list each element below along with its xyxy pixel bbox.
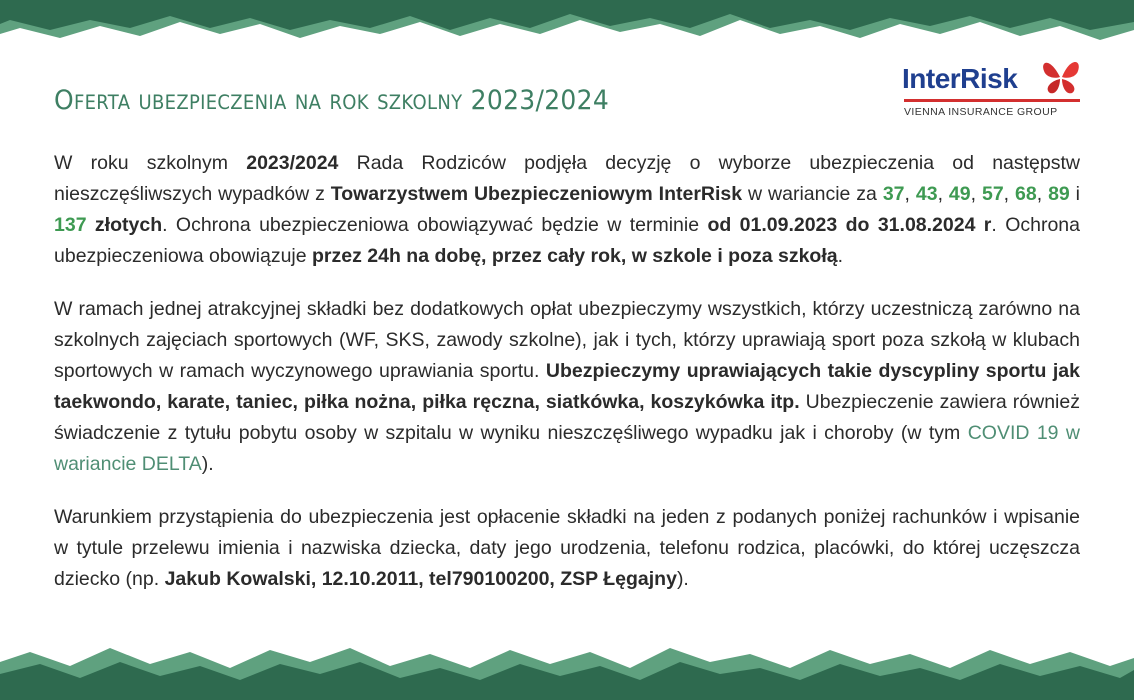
logo-name: InterRisk: [902, 63, 1018, 94]
logo-subtitle: VIENNA INSURANCE GROUP: [904, 106, 1058, 118]
text: Rada Rodziców podjęła decyzję o wyborze ubezpieczenia od następstw nieszczęśliwszych wypadków z: [54, 152, 1080, 205]
text: ).: [201, 453, 214, 475]
separator: ,: [1003, 183, 1016, 205]
currency-label: złotych: [86, 214, 163, 236]
text: . Ochrona ubezpieczeniowa obowiązywać będzie w terminie: [162, 214, 708, 236]
logo-rule: [904, 99, 1080, 102]
bottom-green-band: [0, 640, 1134, 700]
insurer-name: Towarzystwem Ubezpieczeniowym InterRisk: [330, 183, 743, 205]
amount-option: 89: [1048, 183, 1070, 205]
coverage-period: od 01.09.2023 do 31.08.2024 r: [707, 214, 992, 236]
separator: i: [1069, 183, 1081, 205]
interrisk-logo: [902, 55, 1082, 121]
text: W roku szkolnym: [54, 152, 247, 174]
transfer-example: Jakub Kowalski, 12.10.2011, tel790100200, ZSP Łęgajny: [164, 568, 677, 590]
text: w wariancie za: [742, 183, 883, 205]
text: Warunkiem przystąpienia do ubezpieczenia jest opłacenie składki na jeden z podanych poniżej rachunków i wpisanie w tytule przelewu imienia i nazwiska dziecka, daty jego urodzenia, telefonu rodzica, placówki, do której uczęszcza dziecko (np.: [54, 506, 1080, 590]
paragraph-1: [54, 148, 1080, 272]
separator: ,: [970, 183, 982, 205]
paragraph-2: [54, 294, 1080, 480]
amount-option: 43: [915, 183, 938, 205]
amount-option: 57: [981, 183, 1004, 205]
separator: ,: [937, 183, 949, 205]
covid-note: COVID 19 w wariancie DELTA: [54, 422, 1080, 475]
text: W ramach jednej atrakcyjnej składki bez dodatkowych opłat ubezpieczymy wszystkich, którzy uczestniczą zarówno na szkolnych zajęciach sportowych (WF, SKS, zawody szkolne), jak i tych, którzy uprawiają sport poza szkołą w klubach sportowych w ramach wyczynowego uprawiania sportu.: [54, 298, 1080, 382]
amount-option: 137: [54, 214, 87, 236]
coverage-scope: przez 24h na dobę, przez cały rok, w szkole i poza szkołą: [312, 245, 838, 267]
separator: ,: [1036, 183, 1049, 205]
text: Ubezpieczenie zawiera również świadczenie z tytułu pobytu osoby w szpitalu w wyniku nieszczęśliwego wypadku jak i choroby (w tym: [54, 391, 1080, 444]
amount-option: 49: [948, 183, 971, 205]
paragraph-3: [54, 502, 1080, 595]
page-title: Oferta ubezpieczenia na rok szkolny 2023/2024: [54, 84, 610, 116]
butterfly-icon: [1040, 55, 1082, 97]
amount-option: 68: [1015, 183, 1037, 205]
text: . Ochrona ubezpieczeniowa obowiązuje: [54, 214, 1080, 267]
offer-body: [54, 148, 1080, 617]
amount-option: 37: [882, 183, 905, 205]
text: ).: [676, 568, 689, 590]
sports-list: Ubezpieczymy uprawiających takie dyscypliny sportu jak taekwondo, karate, taniec, piłka nożna, piłka ręczna, siatkówka, koszykówka itp.: [54, 360, 1080, 413]
separator: ,: [904, 183, 916, 205]
top-green-band: [0, 0, 1134, 52]
school-year: 2023/2024: [246, 152, 339, 174]
text: .: [837, 245, 844, 267]
